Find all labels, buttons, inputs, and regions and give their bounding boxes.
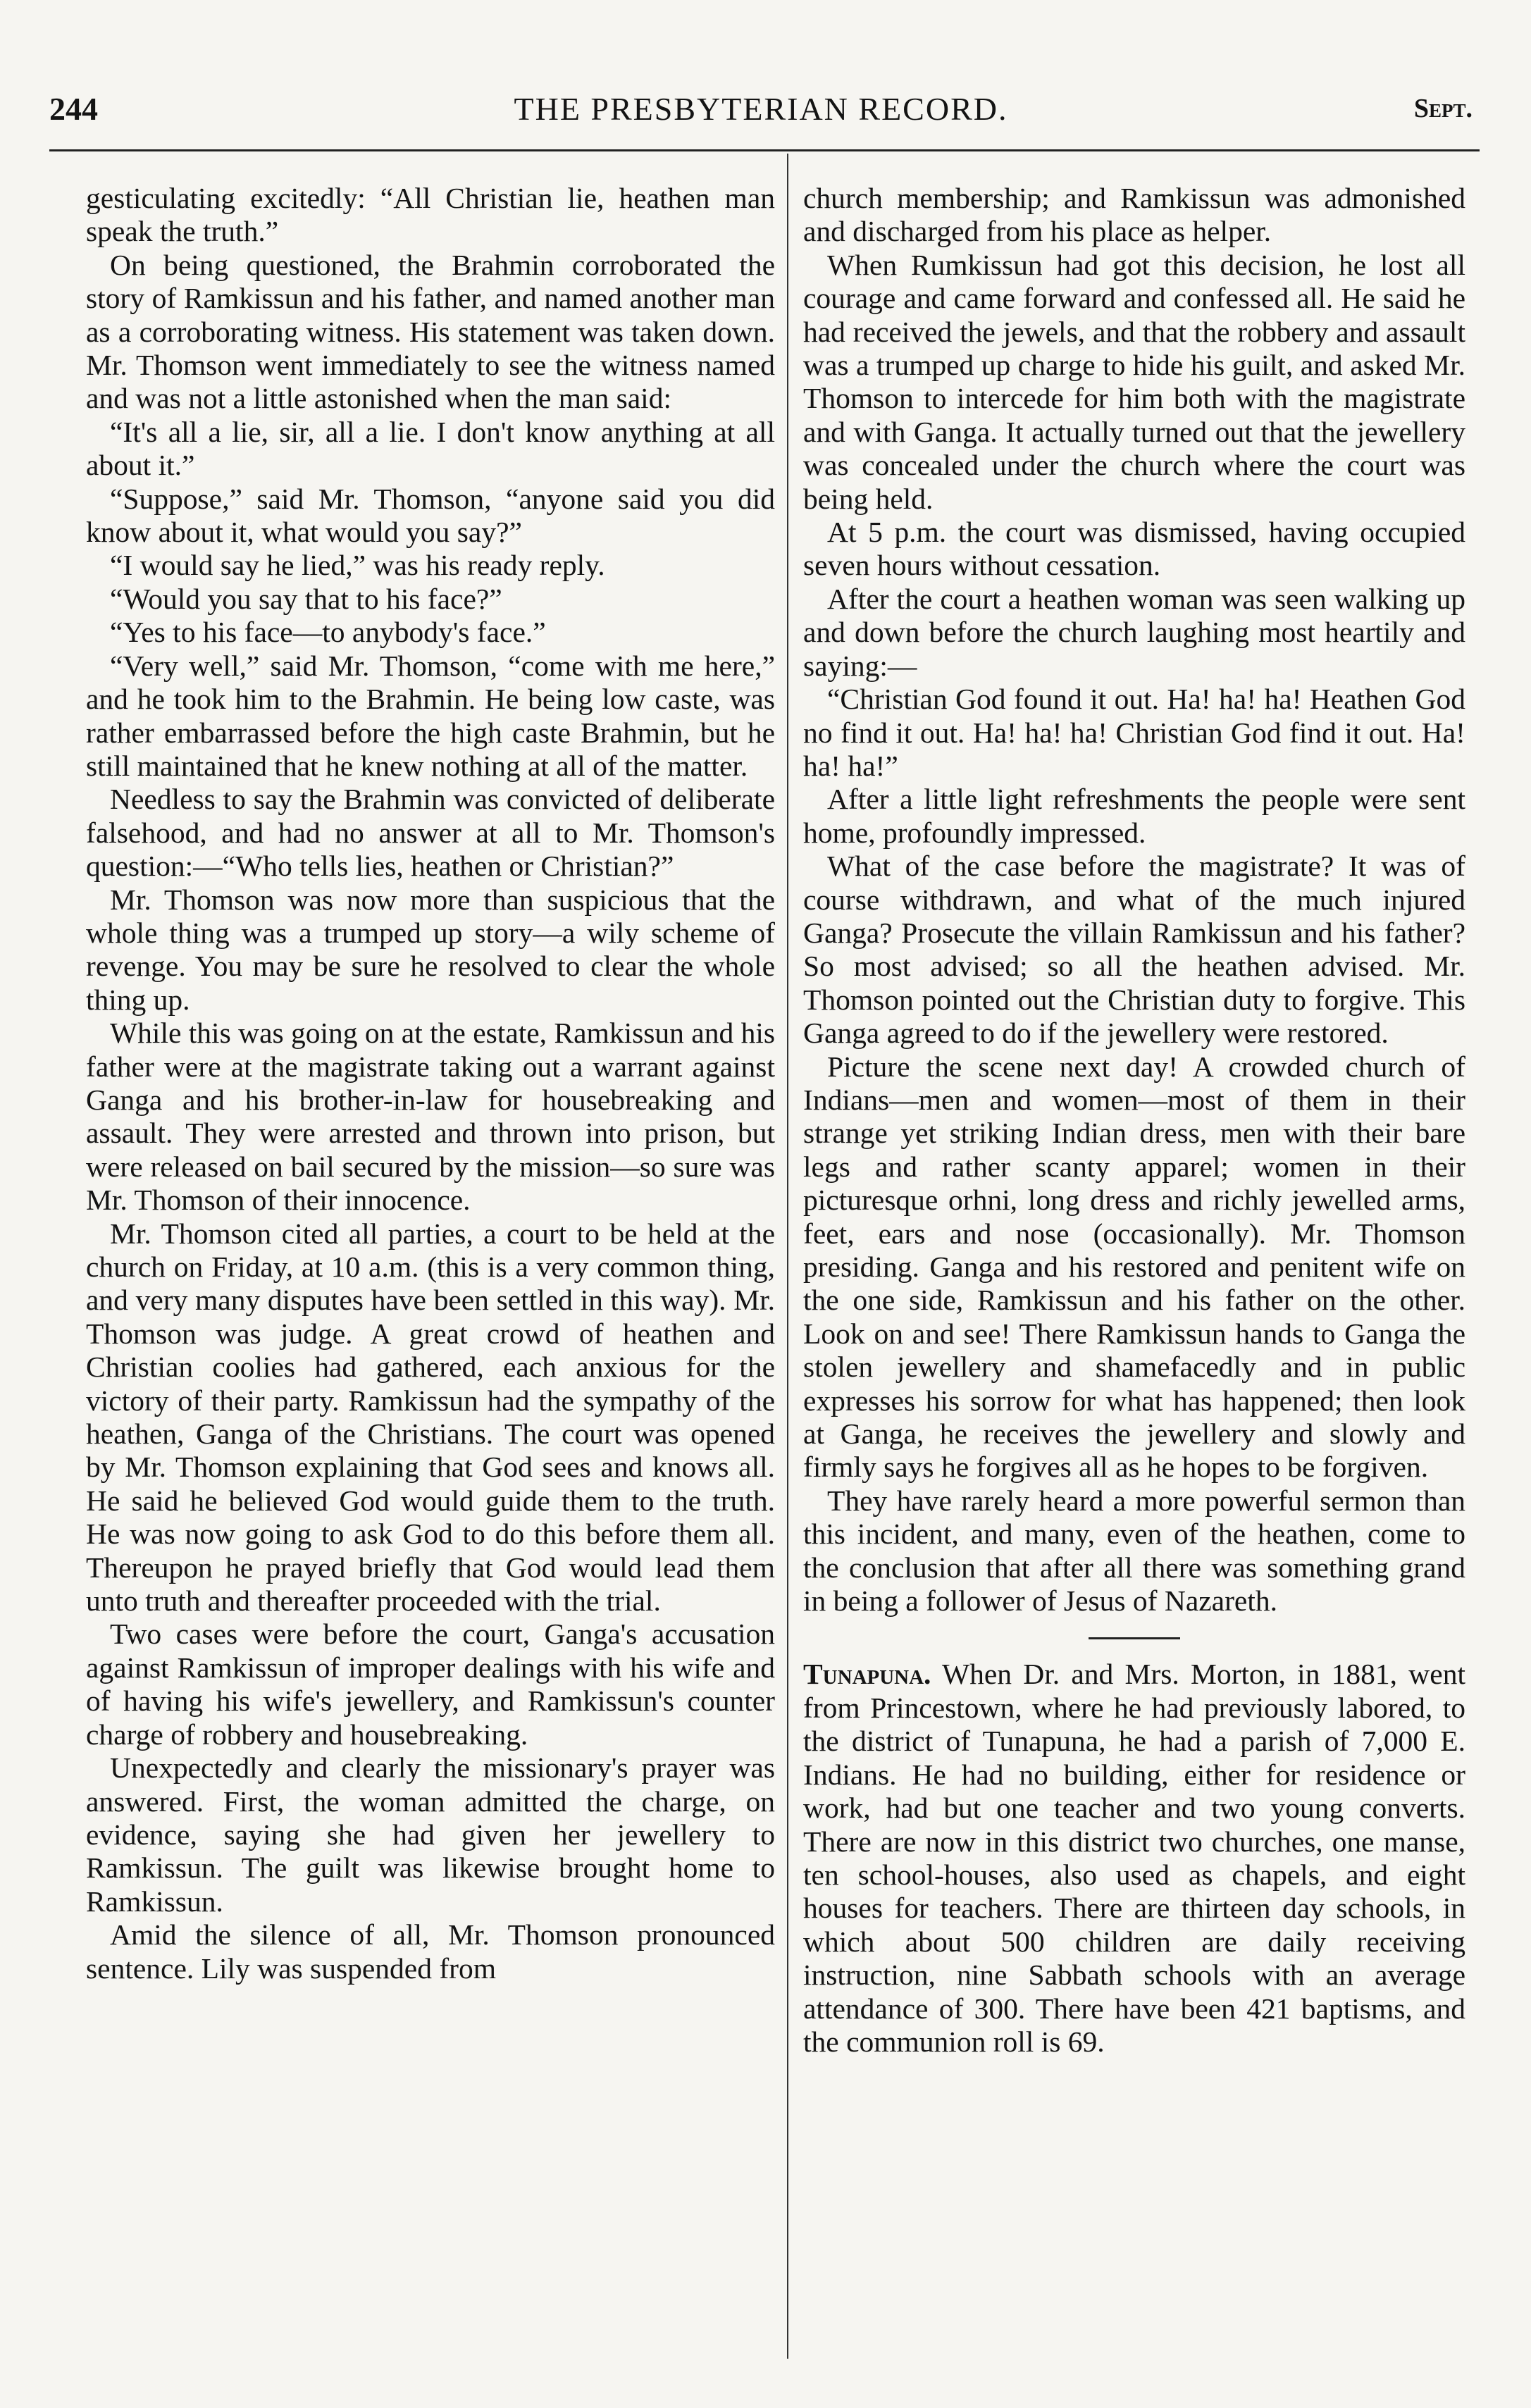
- paragraph: gesticulating excitedly: “All Christian lie, heathen man speak the truth.”: [86, 182, 775, 248]
- running-month: Sept.: [1413, 94, 1473, 123]
- paragraph: “Suppose,” said Mr. Thomson, “anyone said you did know about it, what would you say?”: [86, 482, 775, 549]
- paragraph: “Would you say that to his face?”: [110, 582, 502, 615]
- paragraph: On being questioned, the Brahmin corroborated the story of Ramkissun and his father, and named another man as a corroborating witness. His statement was taken down. Mr. Thomson went immediately to see the witness named and was not a little astonished when the man said:: [86, 248, 775, 415]
- paragraph: Amid the silence of all, Mr. Thomson pronounced sentence. Lily was suspended from: [86, 1918, 775, 1985]
- paragraph: At 5 p.m. the court was dismissed, having occupied seven hours without cessation.: [803, 516, 1465, 582]
- paragraph: While this was going on at the estate, Ramkissun and his father were at the magistrate taking out a warrant against Ganga and his brother-in-law for housebreaking and assault. They were arrested and thrown into prison, but were released on bail secured by the mission—so sure was Mr. Thomson of their innocence.: [86, 1017, 775, 1217]
- paragraph: What of the case before the magistrate? It was of course withdrawn, and what of the much injured Ganga? Prosecute the villain Ramkissun and his father? So most advised; so all the heathen advised. Mr. Thomson pointed out the Christian duty to forgive. This Ganga agreed to do if the jewellery were restored.: [803, 850, 1465, 1050]
- paragraph: After the court a heathen woman was seen walking up and down before the church laughing most heartily and saying:—: [803, 582, 1465, 682]
- paragraph: After a little light refreshments the people were sent home, profoundly impressed.: [803, 783, 1465, 849]
- paragraph: Mr. Thomson cited all parties, a court to be held at the church on Friday, at 10 a.m. (this is a very common thing, and very many disputes have been settled in this way). Mr. Thomson was judge. A great crowd of heathen and Christian coolies had gathered, each anxious for the victory of their party. Ramkissun had the sympathy of the heathen, Ganga of the Christians. The court was opened by Mr. Thomson explaining that God sees and knows all. He said he believed God would guide them to the truth. He was now going to ask God to do this before them all. Thereupon he prayed briefly that God would lead them unto truth and thereafter proceeded with the trial.: [86, 1217, 775, 1618]
- paragraph: “Very well,” said Mr. Thomson, “come with me here,” and he took him to the Brahmin. He being low caste, was rather embarrassed before the high caste Brahmin, but he still maintained that he knew nothing at all of the matter.: [86, 649, 775, 782]
- paragraph: When Rumkissun had got this decision, he lost all courage and came forward and confessed all. He said he had received the jewels, and that the robbery and assault was a trumped up charge to hide his guilt, and asked Mr. Thomson to intercede for him both with the magistrate and with Ganga. It actually turned out that the jewellery was concealed under the church where the court was being held.: [803, 248, 1465, 515]
- running-title: THE PRESBYTERIAN RECORD.: [514, 91, 1008, 127]
- paragraph: Mr. Thomson was now more than suspicious that the whole thing was a trumped up story—a wily scheme of revenge. You may be sure he resolved to clear the whole thing up.: [86, 883, 775, 1016]
- left-column: [86, 182, 775, 1985]
- paragraph: Unexpectedly and clearly the missionary's prayer was answered. First, the woman admitted the charge, on evidence, saying she had given her jewellery to Ramkissun. The guilt was likewise brought home to Ramkissun.: [86, 1751, 775, 1918]
- section-divider: [1089, 1637, 1180, 1639]
- tunapuna-paragraph: [803, 1658, 1465, 2059]
- paragraph: church membership; and Ramkissun was admonished and discharged from his place as helper.: [803, 182, 1465, 248]
- paragraph: Two cases were before the court, Ganga's accusation against Ramkissun of improper dealings with his wife and of having his wife's jewellery, and Ramkissun's counter charge of robbery and housebreaking.: [86, 1618, 775, 1751]
- column-divider: [787, 154, 788, 2359]
- paragraph: “I would say he lied,” was his ready reply.: [110, 549, 605, 582]
- page-number: 244: [49, 91, 98, 127]
- header-rule: [49, 149, 1480, 151]
- paragraph: Picture the scene next day! A crowded church of Indians—men and women—most of them in their strange yet striking Indian dress, men with their bare legs and rather scanty apparel; women in their picturesque orhni, long dress and richly jewelled arms, feet, ears and nose (occasionally). Mr. Thomson presiding. Ganga and his restored and penitent wife on the one side, Ramkissun and his father on the other. Look on and see! There Ramkissun hands to Ganga the stolen jewellery and shamefacedly and in public expresses his sorrow for what has happened; then look at Ganga, he receives the jewellery and slowly and firmly says he forgives all as he hopes to be forgiven.: [803, 1050, 1465, 1484]
- right-column: [803, 182, 1465, 2059]
- paragraph: “It's all a lie, sir, all a lie. I don't know anything at all about it.”: [86, 415, 775, 482]
- tunapuna-heading: Tunapuna.: [803, 1658, 931, 1691]
- paragraph: They have rarely heard a more powerful sermon than this incident, and many, even of the heathen, come to the conclusion that after all there was something grand in being a follower of Jesus of Nazareth.: [803, 1484, 1465, 1618]
- page-header: [49, 90, 1473, 139]
- paragraph: “Christian God found it out. Ha! ha! ha! Heathen God no find it out. Ha! ha! ha! Christian God find it out. Ha! ha! ha!”: [803, 683, 1465, 782]
- paragraph: Needless to say the Brahmin was convicted of deliberate falsehood, and had no answer at all to Mr. Thomson's question:—“Who tells lies, heathen or Christian?”: [86, 783, 775, 883]
- tunapuna-body: When Dr. and Mrs. Morton, in 1881, went from Princestown, where he had previously labored, to the district of Tunapuna, he had a parish of 7,000 E. Indians. He had no building, either for residence or work, had but one teacher and two young converts. There are now in this district two churches, one manse, ten school-houses, also used as chapels, and eight houses for teachers. There are thirteen day schools, in which about 500 children are daily receiving instruction, nine Sabbath schools with an average attendance of 300. There have been 421 baptisms, and the communion roll is 69.: [803, 1658, 1465, 2058]
- paragraph: “Yes to his face—to anybody's face.”: [110, 616, 546, 649]
